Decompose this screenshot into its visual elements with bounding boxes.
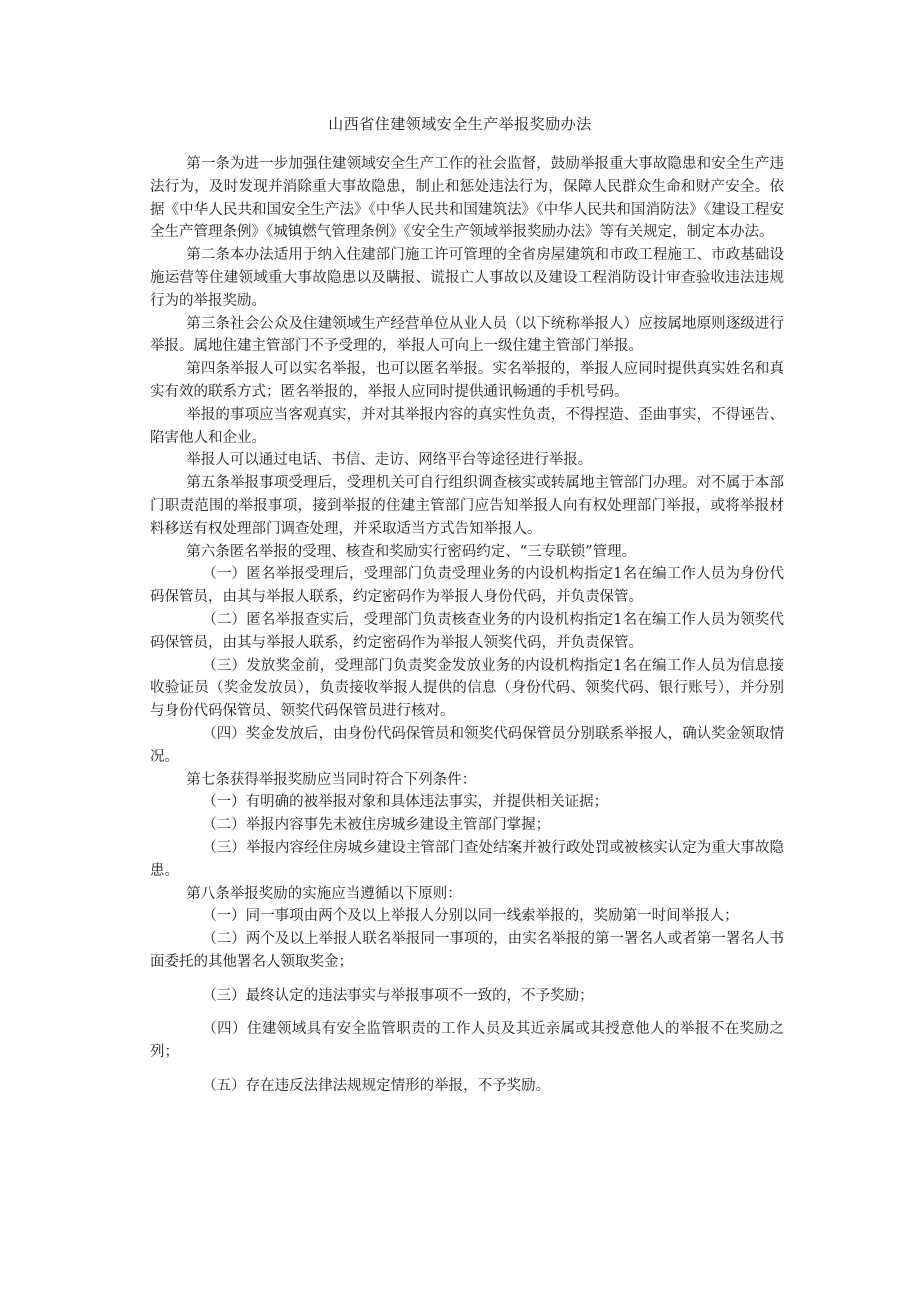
article-8-item-2: （二）两个及以上举报人联名举报同一事项的，由实名举报的第一署名人或者第一署名人书面委托的其他署名人领取奖金； — [150, 931, 784, 970]
article-1: 第一条为进一步加强住建领域安全生产工作的社会监督，鼓励举报重大事故隐患和安全生产违法行为，及时发现并消除重大事故隐患，制止和惩处违法行为，保障人民群众生命和财产安全。依据《中华人民共和国安全生产法》《中华人民共和国建筑法》《中华人民共和国消防法》《建设工程安全生产管理条例》《城镇燃气管理条例》《安全生产领域举报奖励办法》等有关规定，制定本办法。 — [150, 156, 784, 241]
article-7-item-1: （一）有明确的被举报对象和具体违法事实，并提供相关证据； — [202, 794, 609, 811]
article-8-item-3: （三）最终认定的违法事实与举报事项不一致的，不予奖励； — [202, 987, 594, 1004]
article-4-para-3: 举报人可以通过电话、书信、走访、网络平台等途径进行举报。 — [186, 452, 593, 469]
article-4-para-2: 举报的事项应当客观真实，并对其举报内容的真实性负责，不得捏造、歪曲事实，不得诬告、陷害他人和企业。 — [150, 406, 784, 446]
article-6-item-4: （四）奖金发放后，由身份代码保管员和领奖代码保管员分别联系举报人，确认奖金领取情况。 — [150, 725, 784, 765]
article-7-item-2: （二）举报内容事先未被住房城乡建设主管部门掌握； — [202, 817, 551, 834]
article-6-item-3: （三）发放奖金前，受理部门负责奖金发放业务的内设机构指定1名在编工作人员为信息接收验证员（奖金发放员），负责接收举报人提供的信息（身份代码、领奖代码、银行账号），并分别与身份代码保管员、领奖代码保管员进行核对。 — [150, 657, 784, 720]
article-4: 第四条举报人可以实名举报，也可以匿名举报。实名举报的，举报人应同时提供真实姓名和真实有效的联系方式；匿名举报的，举报人应同时提供通讯畅通的手机号码。 — [150, 361, 784, 400]
article-8-item-1: （一）同一事项由两个及以上举报人分别以同一线索举报的，奖励第一时间举报人； — [202, 908, 739, 925]
article-7-item-3: （三）举报内容经住房城乡建设主管部门查处结案并被行政处罚或被核实认定为重大事故隐患。 — [150, 839, 784, 879]
article-8-item-5: （五）存在违反法律法规规定情形的举报，不予奖励。 — [202, 1078, 551, 1095]
article-6-item-2: （二）匿名举报查实后，受理部门负责核查业务的内设机构指定1名在编工作人员为领奖代码保管员，由其与举报人联系，约定密码作为举报人领奖代码，并负责保管。 — [150, 611, 784, 651]
article-8: 第八条举报奖励的实施应当遵循以下原则： — [186, 885, 462, 902]
article-6-item-1: （一）匿名举报受理后，受理部门负责受理业务的内设机构指定1名在编工作人员为身份代码保管员，由其与举报人联系，约定密码作为举报人身份代码，并负责保管。 — [150, 566, 784, 606]
document-title: 山西省住建领域安全生产举报奖励办法 — [328, 115, 592, 133]
article-7: 第七条获得举报奖励应当同时符合下列条件： — [186, 771, 477, 788]
document-body — [150, 153, 784, 1098]
article-8-item-4: （四）住建领域具有安全监管职责的工作人员及其近亲属或其授意他人的举报不在奖励之列； — [150, 1021, 784, 1061]
article-2: 第二条本办法适用于纳入住建部门施工许可管理的全省房屋建筑和市政工程施工、市政基础设施运营等住建领域重大事故隐患以及瞒报、谎报亡人事故以及建设工程消防设计审查验收违法违规行为的举报奖励。 — [150, 247, 784, 309]
article-5: 第五条举报事项受理后，受理机关可自行组织调查核实或转属地主管部门办理。对不属于本部门职责范围的举报事项，接到举报的住建主管部门应告知举报人向有权处理部门举报，或将举报材料移送有权处理部门调查处理，并采取适当方式告知举报人。 — [150, 475, 784, 537]
article-6: 第六条匿名举报的受理、核查和奖励实行密码约定、“三专联锁”管理。 — [186, 543, 637, 560]
article-3: 第三条社会公众及住建领域生产经营单位从业人员（以下统称举报人）应按属地原则逐级进行举报。属地住建主管部门不予受理的，举报人可向上一级住建主管部门举报。 — [150, 315, 784, 355]
